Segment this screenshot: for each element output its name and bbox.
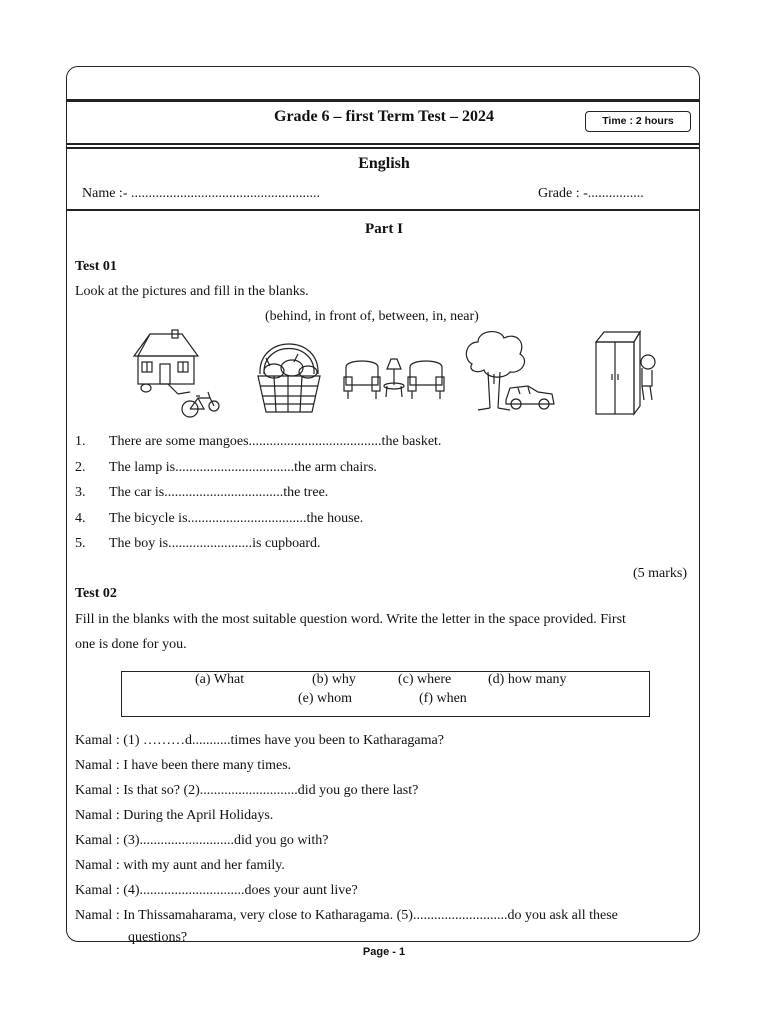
test1-item-number: 2. [75, 460, 86, 475]
test1-heading: Test 01 [75, 259, 117, 274]
test1-instruction: Look at the pictures and fill in the blanks. [75, 284, 309, 299]
tree-with-car-picture [460, 328, 556, 412]
test1-item-number: 3. [75, 485, 86, 500]
name-row-divider [66, 209, 700, 211]
dialogue-line: Namal : In Thissamaharama, very close to Katharagama. (5)...........................do you ask all these [75, 908, 618, 923]
test2-heading: Test 02 [75, 586, 117, 601]
dialogue-line: Namal : with my aunt and her family. [75, 858, 285, 873]
test1-item-text: The car is..................................the tree. [109, 485, 329, 500]
test1-item-number: 4. [75, 511, 86, 526]
time-badge: Time : 2 hours [585, 111, 691, 132]
test1-item-text: The bicycle is..................................the house. [109, 511, 364, 526]
cupboard-with-boy-picture [590, 328, 656, 418]
test1-item-text: The boy is........................is cupboard. [109, 536, 321, 551]
question-word-e: (e) whom [298, 691, 353, 706]
header-divider-double [66, 147, 700, 149]
test1-marks: (5 marks) [633, 566, 688, 581]
question-word-f: (f) when [419, 691, 467, 706]
dialogue-line: Kamal : (1) ………d...........times have you been to Katharagama? [75, 733, 444, 748]
dialogue-line: Namal : I have been there many times. [75, 758, 292, 773]
part-heading: Part I [365, 221, 403, 237]
subject-title: English [358, 155, 410, 172]
question-word-b: (b) why [312, 672, 356, 687]
house-with-bicycle-picture [120, 326, 220, 418]
test1-item-text: There are some mangoes......................................the basket. [109, 434, 442, 449]
test1-item-number: 1. [75, 434, 86, 449]
test-title: Grade 6 – first Term Test – 2024 [274, 108, 494, 125]
test1-item-number: 5. [75, 536, 86, 551]
question-word-d: (d) how many [488, 672, 567, 687]
header-divider [66, 143, 700, 145]
question-word-a: (a) What [195, 672, 245, 687]
grade-field-label: Grade : -................ [538, 186, 644, 201]
fruit-basket-picture [250, 326, 328, 418]
name-field-label: Name :- ...................................................... [82, 186, 320, 201]
dialogue-line-continuation: questions? [128, 930, 188, 945]
question-word-c: (c) where [398, 672, 452, 687]
dialogue-line: Kamal : (4)..............................does your aunt live? [75, 883, 358, 898]
test1-options: (behind, in front of, between, in, near) [265, 309, 479, 324]
test2-instruction-line1: Fill in the blanks with the most suitable question word. Write the letter in the space provided. First [75, 612, 626, 627]
header-top-rule [66, 99, 700, 102]
test1-item-text: The lamp is..................................the arm chairs. [109, 460, 377, 475]
dialogue-line: Namal : During the April Holidays. [75, 808, 274, 823]
armchairs-with-lamp-picture [342, 355, 446, 403]
page-number: Page - 1 [362, 946, 406, 958]
dialogue-line: Kamal : Is that so? (2)............................did you go there last? [75, 783, 419, 798]
dialogue-line: Kamal : (3)...........................did you go with? [75, 833, 329, 848]
test2-instruction-line2: one is done for you. [75, 637, 187, 652]
